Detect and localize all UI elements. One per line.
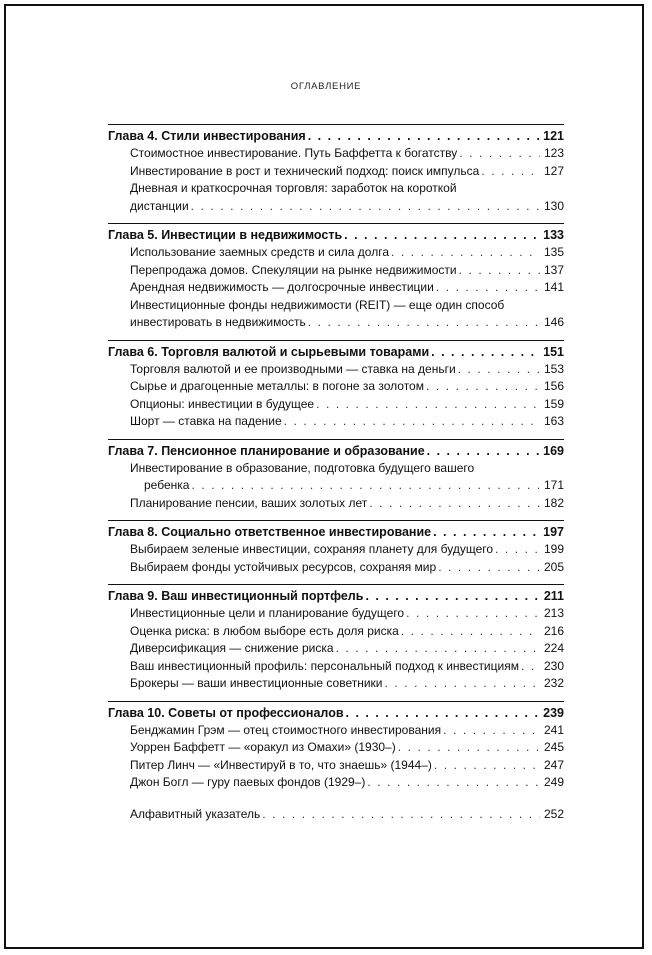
toc-entry[interactable]: [108, 145, 564, 163]
toc-entry[interactable]: [108, 722, 564, 740]
chapter-title: Глава 6. Торговля валютой и сырьевыми товарами: [108, 344, 430, 359]
entry-page: 123: [543, 146, 564, 160]
chapter-heading[interactable]: [108, 705, 564, 722]
chapter-7: [108, 439, 564, 513]
entry-page: 171: [543, 478, 564, 492]
entry-title: Выбираем фонды устойчивых ресурсов, сохраняя мир: [130, 559, 437, 574]
chapter-title: Глава 9. Ваш инвестиционный портфель: [108, 589, 364, 603]
entry-title: Торговля валютой и ее производными — ставка на деньги: [130, 361, 456, 376]
chapter-title: Глава 4. Стили инвестирования: [108, 129, 306, 143]
chapter-page: 121: [543, 129, 564, 143]
chapter-page: 133: [543, 228, 564, 242]
chapter-10: [108, 701, 564, 824]
entry-page: 232: [543, 676, 564, 690]
chapter-page: 151: [543, 344, 564, 359]
index-section: [108, 806, 564, 824]
toc-entry[interactable]: [108, 361, 564, 379]
toc-entry[interactable]: [108, 774, 564, 792]
toc-entry-index[interactable]: [108, 806, 564, 824]
entry-page: 216: [543, 623, 564, 638]
chapter-4: [108, 124, 564, 215]
entry-page: 130: [543, 198, 564, 213]
toc-entry[interactable]: [108, 559, 564, 577]
entry-title: Инвестиционные цели и планирование будущего: [130, 606, 405, 620]
entry-title: Планирование пенсии, ваших золотых лет: [130, 495, 368, 510]
entry-page: 146: [543, 315, 564, 329]
entry-page: 241: [543, 722, 564, 737]
entry-page: 163: [543, 414, 564, 428]
chapter-9: [108, 584, 564, 693]
entry-title: Инвестирование в рост и технический подход: поиск импульса: [130, 163, 480, 178]
chapter-title: Глава 7. Пенсионное планирование и образование: [108, 443, 425, 458]
toc-entry[interactable]: [108, 739, 564, 757]
toc-entry[interactable]: [108, 675, 564, 693]
entry-page: 153: [543, 361, 564, 376]
chapter-title: Глава 5. Инвестиции в недвижимость: [108, 228, 343, 242]
toc-entry[interactable]: [108, 378, 564, 396]
toc-entry[interactable]: [108, 180, 564, 215]
page-title: ОГЛАВЛЕНИЕ: [290, 81, 362, 92]
entry-title-line2: дистанции: [130, 198, 189, 213]
entry-page: 156: [543, 379, 564, 393]
chapter-heading[interactable]: [108, 588, 564, 605]
toc-entry[interactable]: [108, 605, 564, 623]
entry-page: 247: [543, 757, 564, 772]
entry-title: Выбираем зеленые инвестиции, сохраняя планету для будущего: [130, 542, 494, 556]
index-page: 252: [543, 806, 564, 821]
entry-title-line1: Дневная и краткосрочная торговля: заработок на короткой: [130, 181, 457, 195]
chapter-page: 211: [543, 589, 564, 603]
entry-page: 199: [543, 542, 564, 556]
entry-page: 249: [543, 775, 564, 789]
entry-title: Стоимостное инвестирование. Путь Баффетта к богатству: [130, 146, 458, 160]
entry-title: Оценка риска: в любом выборе есть доля риска: [130, 623, 399, 638]
entry-title: Уоррен Баффетт — «оракул из Омахи» (1930–): [130, 740, 396, 754]
toc-entry[interactable]: [108, 396, 564, 414]
toc-entry[interactable]: [108, 495, 564, 513]
toc-entry[interactable]: [108, 163, 564, 181]
toc-entry[interactable]: [108, 297, 564, 332]
entry-page: 137: [543, 262, 564, 277]
entry-title-line2: ребенка: [144, 478, 190, 492]
toc-entry[interactable]: [108, 279, 564, 297]
entry-title: Бенджамин Грэм — отец стоимостного инвестирования: [130, 722, 442, 737]
entry-title: Опционы: инвестиции в будущее: [130, 396, 315, 411]
toc-entry[interactable]: [108, 262, 564, 280]
entry-page: 159: [543, 396, 564, 411]
toc-entry[interactable]: [108, 413, 564, 431]
toc-entry[interactable]: [108, 460, 564, 495]
entry-title: Джон Богл — гуру паевых фондов (1929–): [130, 775, 366, 789]
toc-entry[interactable]: [108, 623, 564, 641]
entry-page: 127: [543, 163, 564, 178]
chapter-page: 169: [543, 443, 564, 458]
entry-page: 213: [543, 606, 564, 620]
toc-entry[interactable]: [108, 658, 564, 676]
toc-entry[interactable]: [108, 757, 564, 775]
entry-title-line1: Инвестиционные фонды недвижимости (REIT) — еще один способ: [130, 297, 505, 312]
chapter-page: 197: [543, 525, 564, 539]
index-title: Алфавитный указатель: [130, 806, 261, 821]
entry-title: Питер Линч — «Инвестируй в то, что знаешь» (1944–): [130, 757, 432, 772]
chapter-heading[interactable]: [108, 227, 564, 244]
entry-page: 135: [543, 245, 564, 259]
entry-title-line2: инвестировать в недвижимость: [130, 315, 306, 329]
chapter-5: [108, 223, 564, 332]
chapter-6: [108, 340, 564, 431]
chapter-heading[interactable]: [108, 443, 564, 460]
entry-title: Перепродажа домов. Спекуляции на рынке недвижимости: [130, 262, 457, 277]
chapter-8: [108, 520, 564, 576]
entry-title: Шорт — ставка на падение: [130, 414, 282, 428]
toc-entry[interactable]: [108, 541, 564, 559]
entry-page: 141: [543, 280, 564, 294]
entry-title: Ваш инвестиционный профиль: персональный подход к инвестициям: [130, 658, 519, 673]
chapter-title: Глава 10. Советы от профессионалов: [108, 705, 344, 720]
entry-title: Использование заемных средств и сила долга: [130, 245, 390, 259]
chapter-heading[interactable]: [108, 128, 564, 145]
chapter-heading[interactable]: [108, 524, 564, 541]
table-of-contents: [108, 124, 564, 831]
chapter-page: 239: [543, 705, 564, 720]
entry-page: 245: [543, 740, 564, 754]
chapter-heading[interactable]: [108, 344, 564, 361]
entry-title: Диверсификация — снижение риска: [130, 641, 334, 655]
entry-page: 230: [543, 658, 564, 673]
entry-page: 205: [543, 559, 564, 574]
toc-entry[interactable]: [108, 244, 564, 262]
toc-entry[interactable]: [108, 640, 564, 658]
entry-title: Сырье и драгоценные металлы: в погоне за золотом: [130, 379, 424, 393]
chapter-title: Глава 8. Социально ответственное инвестирование: [108, 525, 432, 539]
entry-page: 182: [543, 495, 564, 510]
entry-title-line1: Инвестирование в образование, подготовка будущего вашего: [130, 460, 475, 475]
entry-title: Брокеры — ваши инвестиционные советники: [130, 676, 383, 690]
entry-page: 224: [543, 641, 564, 655]
entry-title: Арендная недвижимость — долгосрочные инвестиции: [130, 280, 434, 294]
